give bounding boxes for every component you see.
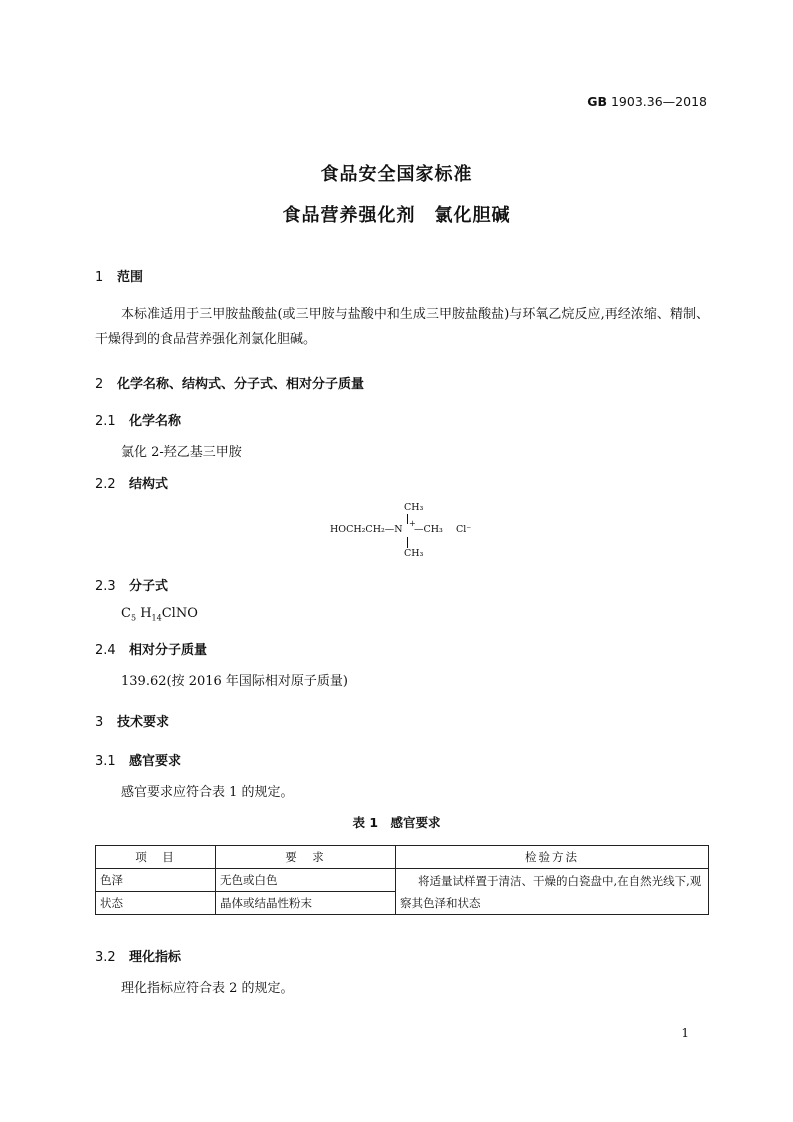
structure-bottom-bond [407,537,408,548]
section-title: 相对分子质量 [129,643,208,658]
section-number: 3 [95,715,104,730]
structure-left-group: HOCH₂CH₂—N [330,524,403,535]
section-number: 2.3 [95,579,116,594]
table-cell-item: 色泽 [96,869,216,892]
section-3-2-text: 理化指标应符合表 2 的规定。 [121,981,294,996]
document-title: 食品安全国家标准 [320,164,473,185]
table-header-cell: 项 目 [96,846,216,869]
table-cell-item: 状态 [96,892,216,915]
section-title: 理化指标 [129,950,182,965]
sensory-requirements-table [95,845,709,915]
table-cell-requirement: 无色或白色 [216,869,396,892]
section-number: 3.2 [95,950,116,965]
table-cell-method: 将适量试样置于清洁、干燥的白瓷盘中,在自然光线下,观察其色泽和状态 [396,869,709,915]
section-title: 化学名称 [129,414,182,429]
section-2-4-text: 139.62(按 2016 年国际相对原子质量) [121,674,348,689]
structure-right-group: —CH₃ [414,524,443,535]
section-title: 范围 [117,270,144,285]
section-title: 技术要求 [117,715,170,730]
section-title: 化学名称、结构式、分子式、相对分子质量 [117,377,365,392]
table-header-cell: 检验方法 [396,846,709,869]
section-number: 3.1 [95,754,116,769]
section-number: 2.4 [95,643,116,658]
section-number: 2 [95,377,104,392]
section-2-3-heading [95,575,168,594]
structure-top-group: CH₃ [404,502,424,513]
section-title: 分子式 [129,579,169,594]
molecular-formula: $C_5$ $H_{14}ClNO$ [121,606,198,623]
table-header-cell: 要 求 [216,846,396,869]
table-row [96,869,709,892]
section-1-heading [95,266,143,285]
section-number: 2.2 [95,477,116,492]
table-1-caption: 表 1 感官要求 [352,815,441,830]
section-2-2-heading [95,473,168,492]
structure-charge: + [409,519,416,528]
standard-number [587,94,707,109]
section-number: 1 [95,270,104,285]
document-subtitle: 食品营养强化剂 氯化胆碱 [282,205,511,226]
section-number: 2.1 [95,414,116,429]
section-2-1-text: 氯化 2-羟乙基三甲胺 [121,445,242,460]
section-2-heading [95,373,364,392]
structure-top-bond [407,514,408,524]
structural-formula [330,502,490,564]
section-1-text: 本标准适用于三甲胺盐酸盐(或三甲胺与盐酸中和生成三甲胺盐酸盐)与环氧乙烷反应,再经浓缩、精制、干燥得到的食品营养强化剂氯化胆碱。 [95,307,709,347]
table-cell-requirement: 晶体或结晶性粉末 [216,892,396,915]
structure-counter-ion: Cl⁻ [456,524,472,535]
page-number: 1 [681,1026,689,1040]
section-3-2-heading [95,946,181,965]
section-2-1-heading [95,410,181,429]
standard-prefix: GB [587,94,607,109]
section-3-1-heading [95,750,181,769]
section-3-heading [95,711,169,730]
section-3-1-text: 感官要求应符合表 1 的规定。 [121,785,294,800]
standard-code: 1903.36—2018 [610,94,707,109]
section-title: 感官要求 [129,754,182,769]
table-header-row [96,846,709,869]
section-title: 结构式 [129,477,169,492]
section-2-4-heading [95,639,207,658]
structure-bottom-group: CH₃ [404,548,424,559]
